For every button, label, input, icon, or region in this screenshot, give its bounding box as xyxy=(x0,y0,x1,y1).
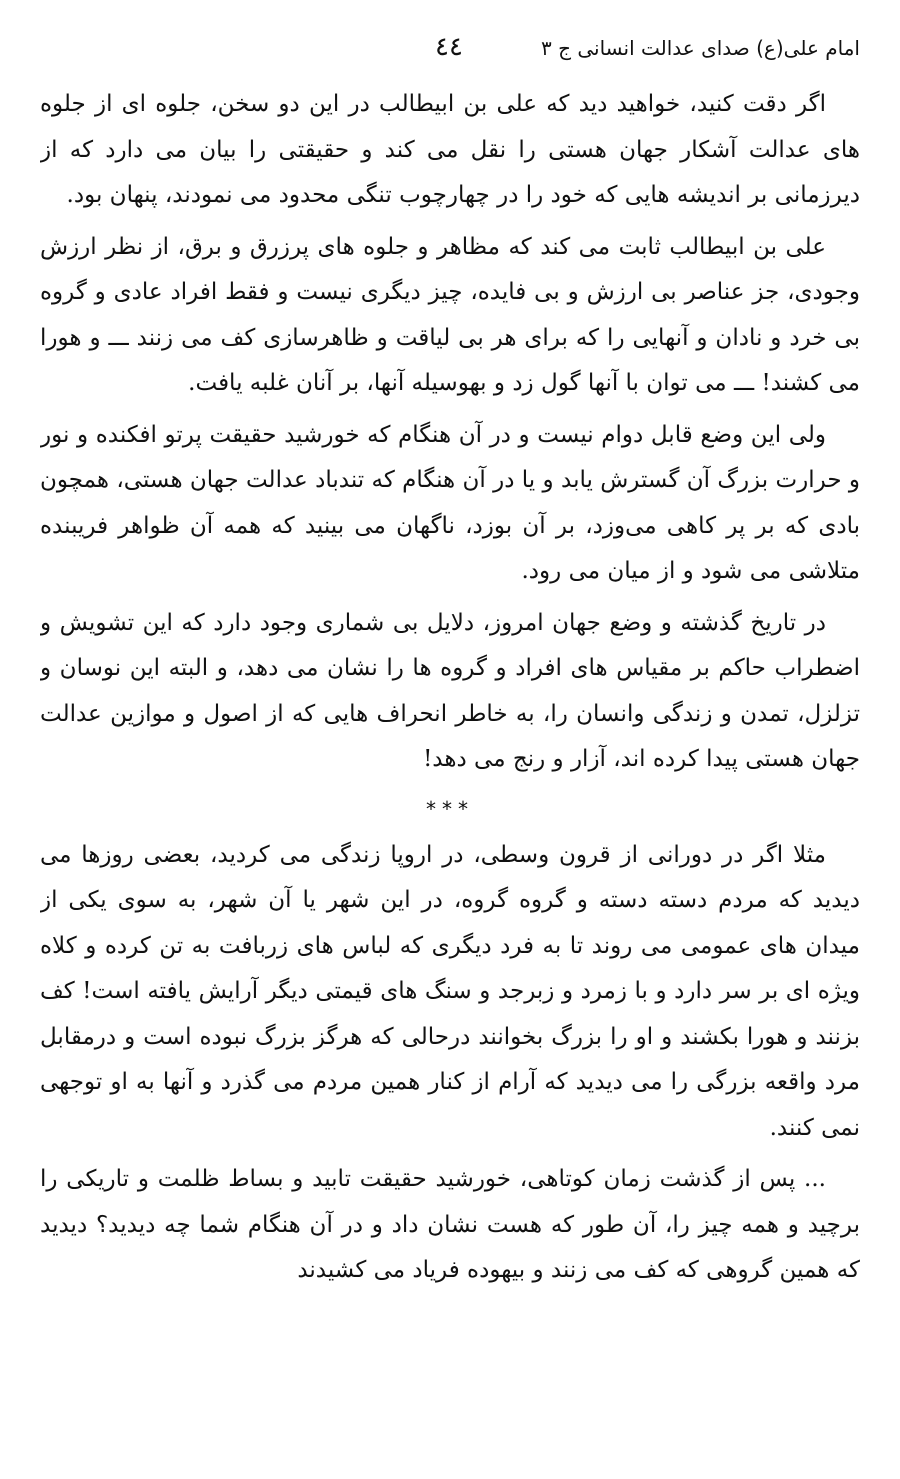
paragraph: اگر دقت کنید، خواهید دید که علی بن ابیطالب در این دو سخن، جلوه ای از جلوه های عدالت آشکار جهان هستی را نقل می کند و حقیقتی را بیان می دارد که از دیرزمانی بر اندیشه هایی که خود را در چهارچوب تنگی محدود می نمودند، پنهان بود. xyxy=(40,91,860,208)
paragraph: ... پس از گذشت زمان کوتاهی، خورشید حقیقت تابید و بساط ظلمت و تاریکی را برچید و همه چیز را، آن طور که هست نشان داد و در آن هنگام شما چه دیدید؟ دیدید که همین گروهی که کف می زنند و بیهوده فریاد می کشیدند xyxy=(40,1166,860,1283)
page-header xyxy=(40,30,860,70)
section-divider: *** xyxy=(426,796,474,821)
book-title: امام علی(ع) صدای عدالت انسانی ج ۳ xyxy=(540,36,860,60)
page-number: ٤٤ xyxy=(435,32,463,62)
paragraph: مثلا اگر در دورانی از قرون وسطی، در اروپا زندگی می کردید، بعضی روزها می دیدید که مردم دسته دسته و گروه گروه، در این شهر یا آن شهر، به سوی یکی از میدان های عمومی می روند تا به فرد دیگری که لباس های زربافت به تن کرده و کلاه ویژه ای بر سر دارد و با زمرد و زبرجد و سنگ های قیمتی دیگر آرایش یافته است! کف بزنند و هورا بکشند و او را بزرگ بخوانند درحالی که هرگز بزرگ نبوده است و درمقابل مرد واقعه بزرگی را می دیدید که آرام از کنار همین مردم می گذرد و آنها به او توجهی نمی کنند. xyxy=(40,841,860,1141)
page-body xyxy=(40,82,860,1439)
paragraph: علی بن ابیطالب ثابت می کند که مظاهر و جلوه های پرزرق و برق، از نظر ارزش وجودی، جز عناصر بی ارزش و بی فایده، چیز دیگری نیست و فقط افراد عادی و گروه بی خرد و نادان و آنهایی را که برای هر بی لیاقت و ظاهرسازی کف می زنند ـــ و هورا می کشند! ـــ می توان با آنها گول زد و بهوسیله آنها، بر آنان غلبه یافت. xyxy=(40,233,860,396)
paragraph: ولی این وضع قابل دوام نیست و در آن هنگام که خورشید حقیقت پرتو افکنده و نور و حرارت بزرگ آن گسترش یابد و یا در آن هنگام که تندباد عدالت جهان هستی، همچون بادی که بر پر کاهی می‌وزد، بر آن بوزد، ناگهان می بینید که همه آن ظواهر فریبنده متلاشی می شود و از میان می رود. xyxy=(40,421,860,584)
paragraph: در تاریخ گذشته و وضع جهان امروز، دلایل بی شماری وجود دارد که این تشویش و اضطراب حاکم بر مقیاس های افراد و گروه ها را نشان می دهد، و البته این نوسان و تزلزل، تمدن و زندگی وانسان را، به خاطر انحراف هایی که از اصول و موازین عدالت جهان هستی پیدا کرده اند، آزار و رنج می دهد! xyxy=(40,609,860,772)
